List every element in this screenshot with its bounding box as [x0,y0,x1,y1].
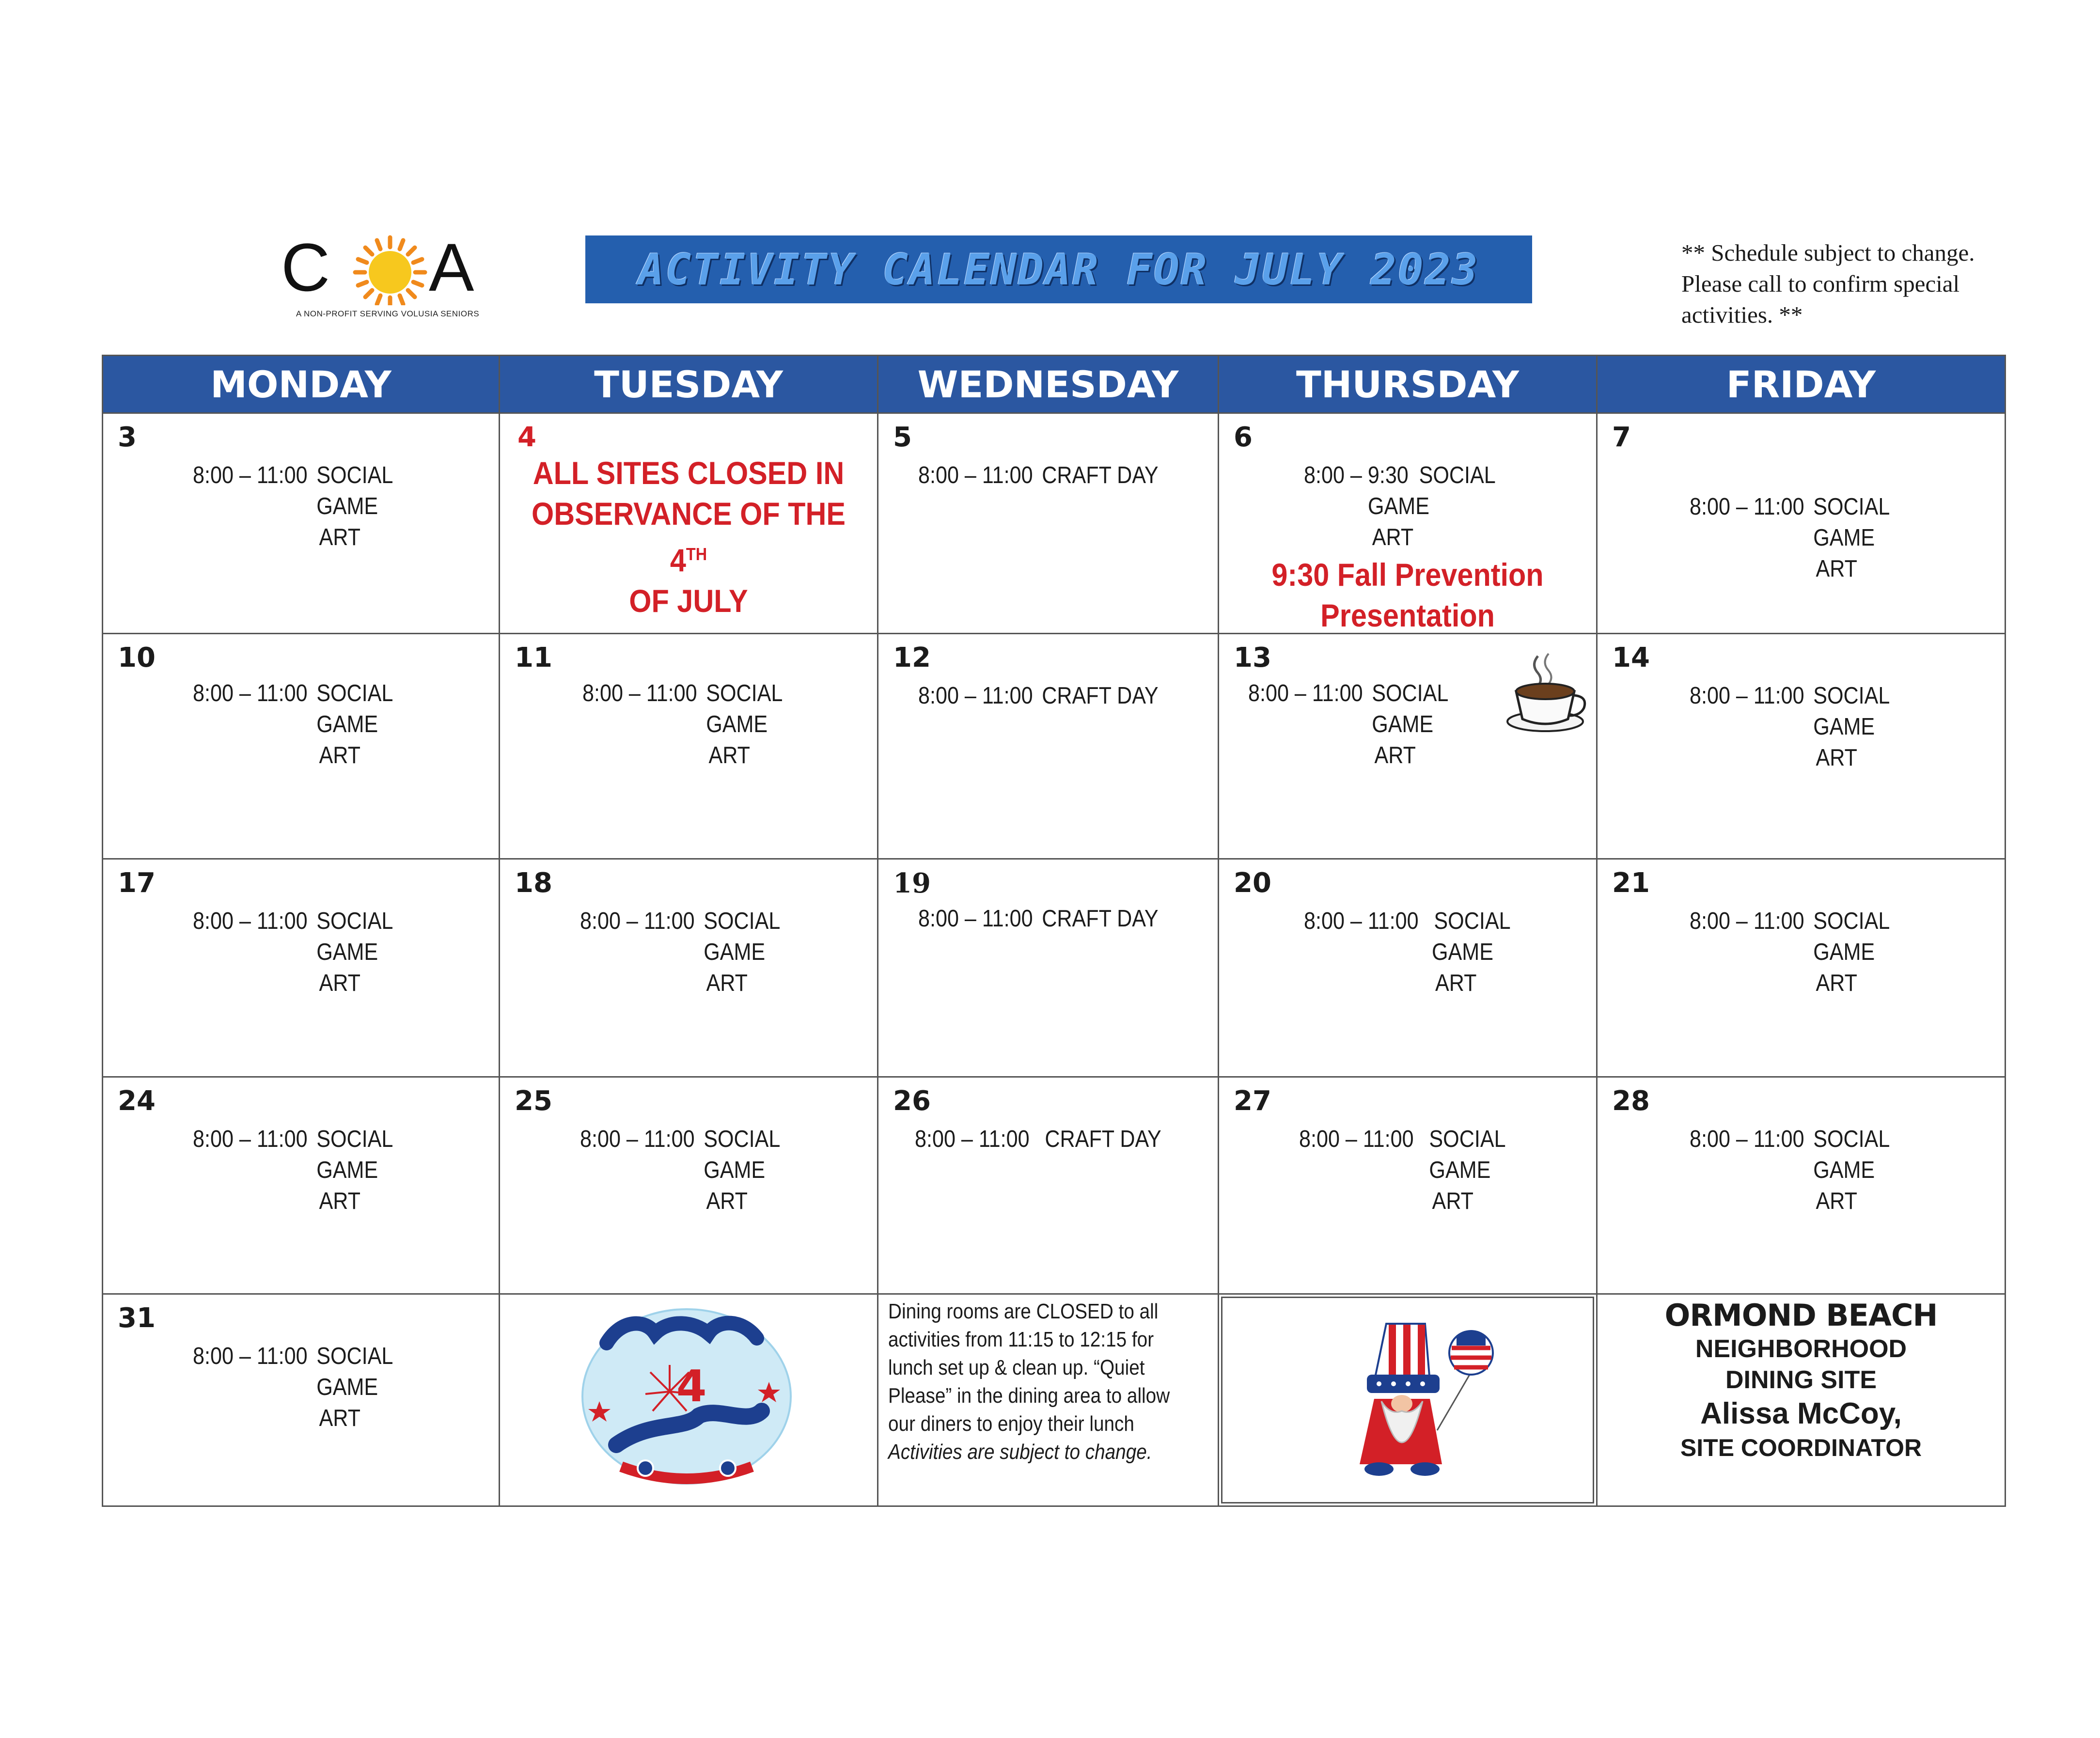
day-cell [1219,413,1597,634]
day-cell [878,859,1219,1077]
day-cell [1597,1077,2006,1294]
title-banner [585,235,1532,303]
activity-time: 8:00 – 11:00 [918,683,1033,709]
day-cell [878,413,1219,634]
day-number: 5 [893,422,912,453]
coffee-cup-icon [1504,649,1586,736]
day-number: 20 [1234,867,1271,899]
activity-art: ART [319,1405,360,1431]
fall-prevention-notice [1238,554,1577,636]
activity-block [1304,460,1496,553]
day-number: 26 [893,1085,931,1117]
activity-time: 8:00 – 11:00 [193,462,308,488]
activity-social: SOCIAL [316,908,393,934]
closed-line: ALL SITES CLOSED IN [533,455,845,491]
activity-social: SOCIAL [704,908,781,934]
dining-room-note [888,1298,1178,1466]
day-cell [103,413,500,634]
july-4th-art-cell [500,1294,878,1506]
week-row [103,634,2006,859]
activity-art: ART [1432,1188,1474,1214]
week-row [103,1294,2006,1506]
activity-game: GAME [704,1157,766,1183]
activity-game: GAME [1372,711,1434,737]
activity-time: 8:00 – 11:00 [915,1126,1030,1152]
day-cell [878,1077,1219,1294]
activity-block [193,906,393,999]
day-cell [1597,859,2006,1077]
closed-line: OF JULY [629,583,748,619]
activity-social: SOCIAL [704,1126,781,1152]
activity-block [582,678,783,771]
activity-block [193,678,393,771]
header-tuesday: TUESDAY [500,356,878,413]
activity-social: SOCIAL [316,1343,393,1369]
weekday-header-row [103,356,2006,413]
activity-social: SOCIAL [316,462,393,488]
activity-time: 8:00 – 11:00 [1248,680,1363,706]
activity-art: ART [1816,745,1857,771]
activity-art: ART [319,524,360,550]
week-row [103,859,2006,1077]
activity-time: 8:00 – 11:00 [580,1126,695,1152]
day-cell [103,1077,500,1294]
day-cell [878,634,1219,859]
site-line: DINING SITE [1725,1366,1877,1394]
activity-social: SOCIAL [316,1126,393,1152]
activity-social: SOCIAL [316,680,393,706]
header-friday: FRIDAY [1597,356,2006,413]
week-row [103,1077,2006,1294]
closed-line [519,493,858,580]
activity-time: 8:00 – 11:00 [1690,494,1804,520]
activity-block [1690,491,1890,584]
activity-time: 8:00 – 9:30 [1304,462,1409,488]
activity-block [1299,1124,1506,1217]
day-cell [500,1077,878,1294]
activity-art: ART [319,1188,360,1214]
activity-craft: CRAFT DAY [1042,906,1159,932]
activity-game: GAME [706,711,768,737]
activity-block [918,680,1159,711]
activity-calendar [102,355,2006,1507]
activity-craft: CRAFT DAY [1042,462,1159,488]
activity-time: 8:00 – 11:00 [193,1126,308,1152]
logo-tagline: A NON-PROFIT SERVING VOLUSIA SENIORS [296,309,480,318]
activity-game: GAME [316,1374,378,1400]
activity-art: ART [319,970,360,996]
fall-line: 9:30 Fall Prevention [1271,557,1544,593]
day-number: 28 [1612,1085,1650,1117]
activity-art: ART [1435,970,1477,996]
activity-game: GAME [1368,493,1429,519]
activity-craft: CRAFT DAY [1045,1126,1161,1152]
activity-art: ART [1372,524,1414,550]
day-number: 4 [517,422,536,453]
closed-sup: TH [686,544,707,564]
fall-line: Presentation [1320,597,1495,633]
activity-social: SOCIAL [1813,494,1890,520]
activity-block [193,460,393,553]
day-cell [1597,634,2006,859]
coordinator-role: SITE COORDINATOR [1680,1434,1922,1461]
day-cell [103,634,500,859]
activity-social: SOCIAL [1429,1126,1506,1152]
day-number: 24 [118,1085,156,1117]
activity-block [915,1124,1161,1155]
activity-block [193,1341,393,1434]
schedule-disclaimer [1681,237,2030,330]
dining-note-text: Dining rooms are CLOSED to all activities from 11:15 to 12:15 for lunch set up & clean up. “Quiet Please” in the dining area to allow our diners to enjoy their lunch [888,1300,1170,1436]
disclaimer-line: activities. ** [1681,301,1803,328]
header-wednesday: WEDNESDAY [878,356,1219,413]
day-number: 10 [118,642,156,673]
activity-game: GAME [1813,1157,1875,1183]
day-cell [1219,859,1597,1077]
activity-time: 8:00 – 11:00 [193,1343,308,1369]
activity-game: GAME [316,939,378,965]
activity-block [580,1124,780,1217]
patriotic-gnome-icon [1340,1319,1495,1488]
activity-block [1690,680,1890,773]
page-title: ACTIVITY CALENDAR FOR JULY 2023 [638,244,1479,295]
activity-social: SOCIAL [706,680,783,706]
activity-block [1304,906,1511,999]
activity-time: 8:00 – 11:00 [1690,908,1804,934]
activity-social: SOCIAL [1372,680,1449,706]
activity-block [580,906,780,999]
day-cell [103,1294,500,1506]
dining-note-italic: Activities are subject to change. [888,1440,1152,1464]
activity-time: 8:00 – 11:00 [193,680,308,706]
day-number: 14 [1612,642,1650,673]
activity-art: ART [319,742,360,768]
sun-logo-icon [281,233,494,305]
dining-note-cell [878,1294,1219,1506]
activity-game: GAME [704,939,766,965]
day-number: 7 [1612,422,1631,453]
activity-social: SOCIAL [1434,908,1511,934]
activity-time: 8:00 – 11:00 [918,462,1033,488]
activity-game: GAME [316,711,378,737]
activity-block [918,903,1159,934]
activity-game: GAME [1813,939,1875,965]
day-number: 11 [515,642,552,673]
activity-time: 8:00 – 11:00 [582,680,697,706]
activity-time: 8:00 – 11:00 [1690,1126,1804,1152]
day-number: 21 [1612,867,1650,899]
activity-game: GAME [316,1157,378,1183]
day-number: 12 [893,642,931,673]
site-info [1598,1298,2005,1463]
closed-line-text: OBSERVANCE OF THE 4 [532,496,846,578]
activity-game: GAME [1813,525,1875,551]
coordinator-name: Alissa McCoy, [1700,1397,1902,1430]
activity-time: 8:00 – 11:00 [193,908,308,934]
activity-time: 8:00 – 11:00 [918,906,1033,932]
activity-craft: CRAFT DAY [1042,683,1159,709]
day-number: 25 [515,1085,552,1117]
disclaimer-line: Please call to confirm special [1681,270,1960,297]
day-number: 27 [1234,1085,1271,1117]
activity-block [1690,1124,1890,1217]
day-cell [1219,634,1597,859]
day-cell [103,859,500,1077]
activity-social: SOCIAL [1419,462,1496,488]
svg-text:4: 4 [676,1361,707,1412]
activity-game: GAME [1429,1157,1491,1183]
activity-block [193,1124,393,1217]
activity-time: 8:00 – 11:00 [580,908,695,934]
disclaimer-line: ** Schedule subject to change. [1681,239,1975,266]
site-info-cell [1597,1294,2006,1506]
site-name: ORMOND BEACH [1664,1298,1938,1333]
happy-4th-of-july-icon [573,1300,800,1493]
activity-block [1690,906,1890,999]
site-line: NEIGHBORHOOD [1695,1335,1907,1363]
day-number: 6 [1234,422,1253,453]
day-cell [1219,1077,1597,1294]
activity-art: ART [1816,970,1857,996]
activity-social: SOCIAL [1813,683,1890,709]
activity-game: GAME [1813,714,1875,740]
activity-game: GAME [1432,939,1493,965]
day-number: 13 [1234,642,1271,673]
activity-art: ART [1816,1188,1857,1214]
activity-social: SOCIAL [1813,908,1890,934]
activity-art: ART [708,742,750,768]
coa-logo [281,233,494,329]
activity-social: SOCIAL [1813,1126,1890,1152]
day-number: 19 [893,867,931,899]
activity-block [918,460,1159,491]
logo-letter-a: A [429,233,474,305]
header-monday: MONDAY [103,356,500,413]
activity-art: ART [1816,556,1857,582]
gnome-art-cell [1219,1294,1597,1506]
activity-art: ART [706,970,748,996]
week-row [103,413,2006,634]
day-cell [500,413,878,634]
header-thursday: THURSDAY [1219,356,1597,413]
activity-game: GAME [316,493,378,519]
day-cell [1597,413,2006,634]
activity-block [1248,678,1448,771]
activity-time: 8:00 – 11:00 [1304,908,1419,934]
activity-time: 8:00 – 11:00 [1690,683,1804,709]
day-number: 18 [515,867,552,899]
day-cell [500,634,878,859]
day-number: 17 [118,867,156,899]
activity-art: ART [706,1188,748,1214]
closed-notice [519,453,858,621]
logo-letter-c: C [281,233,330,305]
activity-time: 8:00 – 11:00 [1299,1126,1414,1152]
day-number: 3 [118,422,137,453]
day-number: 31 [118,1302,156,1334]
day-cell [500,859,878,1077]
activity-art: ART [1374,742,1416,768]
